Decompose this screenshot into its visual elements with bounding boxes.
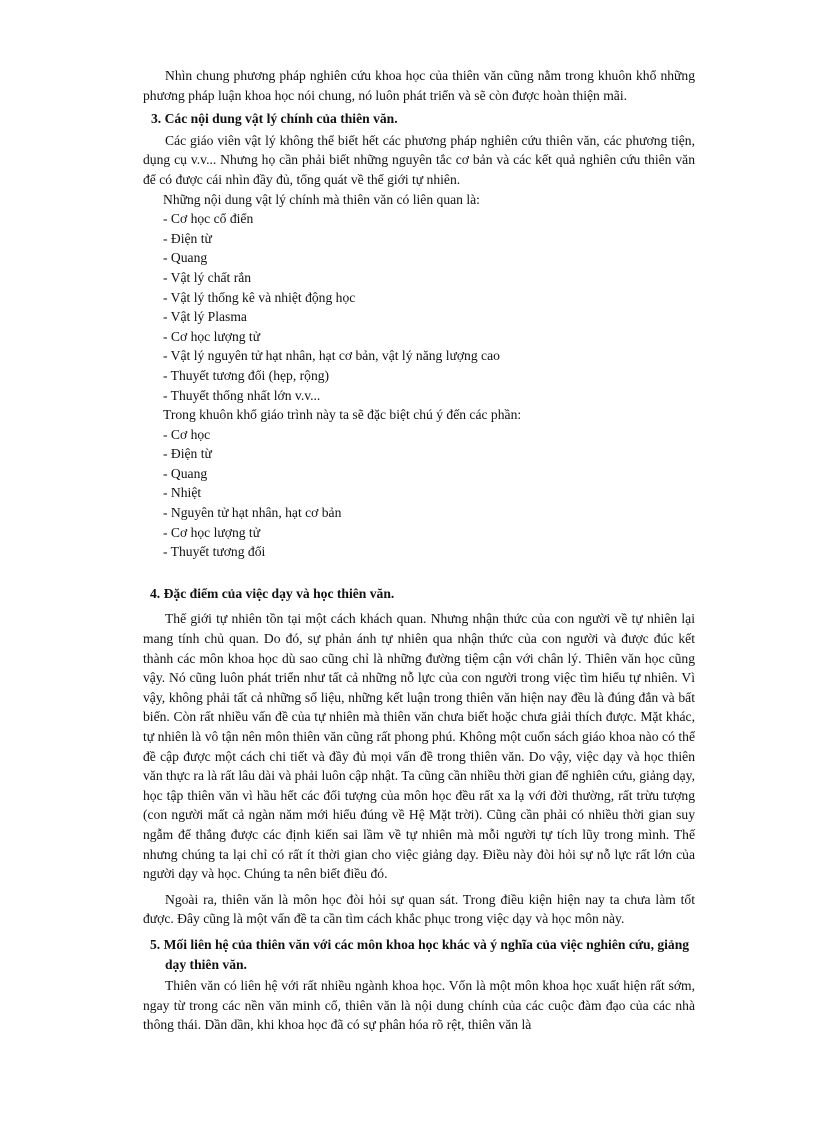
- course-focus-list: [143, 425, 695, 562]
- intro-paragraph: Nhìn chung phương pháp nghiên cứu khoa học của thiên văn cũng nằm trong khuôn khổ những phương pháp luận khoa học nói chung, nó luôn phát triển và sẽ còn được hoàn thiện mãi.: [143, 68, 695, 103]
- list-item: - Nguyên tử hạt nhân, hạt cơ bản: [163, 505, 342, 521]
- document-page: [143, 66, 695, 1035]
- section-3-paragraph: Các giáo viên vật lý không thể biết hết các phương pháp nghiên cứu thiên văn, các phương tiện, dụng cụ v.v... Nhưng họ cần phải biết những nguyên tắc cơ bản và các kết quả nghiên cứu thiên văn để có được cái nhìn đầy đủ, tổng quát về thế giới tự nhiên.: [143, 132, 695, 187]
- list-item: - Nhiệt: [163, 485, 202, 501]
- section-3-heading: 3. Các nội dung vật lý chính của thiên văn.: [151, 111, 398, 127]
- list-item: - Vật lý nguyên tử hạt nhân, hạt cơ bản, vật lý năng lượng cao: [163, 348, 500, 364]
- list-item: - Điện từ: [163, 230, 212, 246]
- list-item: - Cơ học: [163, 426, 211, 442]
- list-item: - Quang: [163, 250, 208, 266]
- list-item: - Cơ học lượng tử: [163, 524, 261, 540]
- section-4-heading: 4. Đặc điểm của việc dạy và học thiên văn.: [150, 585, 395, 601]
- section-3-list2-intro: Trong khuôn khổ giáo trình này ta sẽ đặc biệt chú ý đến các phần:: [163, 407, 522, 423]
- section-5-heading: 5. Mối liên hệ của thiên văn với các môn khoa học khác và ý nghĩa của việc nghiên cứu, giảng dạy thiên văn.: [150, 936, 690, 972]
- section-4-paragraph-1: Thế giới tự nhiên tồn tại một cách khách quan. Nhưng nhận thức của con người về tự nhiên lại mang tính chủ quan. Do đó, sự phản ánh tự nhiên qua nhận thức của con người và được đúc kết thành các môn khoa học dù sao cũng chỉ là những đường tiệm cận với chân lý. Thiên văn học cũng vậy. Nó cũng luôn phát triển như tất cả những nỗ lực của con người trong việc tìm hiểu tự nhiên. Vì vậy, không phải tất cả những số liệu, những kết luận trong thiên văn hiện nay đều là đúng đắn và bất biến. Còn rất nhiều vấn đề của tự nhiên mà thiên văn chưa biết hoặc chưa giải thích được. Mặt khác, tự nhiên là vô tận nên môn thiên văn cũng rất phong phú. Không một cuốn sách giáo khoa nào có thể đề cập được một cách chi tiết và đầy đủ mọi vấn đề trong thiên văn. Do vậy, việc dạy và học thiên văn thực ra là rất lâu dài và phải luôn cập nhật. Ta cũng cần nhiều thời gian để nghiên cứu, giảng dạy, học tập thiên văn vì hầu hết các đối tượng của môn học đều rất xa lạ với đời thường, rất trừu tượng (con người mất cả ngàn năm mới hiểu đúng về Hệ Mặt trời). Cũng cần phải có nhiều thời gian suy ngẫm để thắng được các định kiến sai lầm về tự nhiên mà mỗi người tự tích lũy trong mình. Thế nhưng chúng ta lại chỉ có rất ít thời gian cho việc giảng dạy. Điều này đòi hỏi sự nỗ lực rất lớn của người dạy và học. Chúng ta nên biết điều đó.: [143, 611, 695, 882]
- list-item: - Vật lý chất rắn: [163, 269, 252, 285]
- list-item: - Cơ học cổ điển: [163, 211, 254, 227]
- list-item: - Thuyết tương đối: [163, 544, 266, 560]
- section-4-paragraph-2: Ngoài ra, thiên văn là môn học đòi hỏi sự quan sát. Trong điều kiện hiện nay ta chưa làm tốt được. Đây cũng là một vấn đề ta cần tìm cách khắc phục trong việc dạy và học môn này.: [143, 891, 695, 927]
- list-item: - Quang: [163, 465, 208, 481]
- list-item: - Cơ học lượng tử: [163, 328, 261, 344]
- list-item: - Vật lý Plasma: [163, 309, 247, 325]
- physics-topics-list: [143, 209, 695, 405]
- section-3-list-intro: Những nội dung vật lý chính mà thiên văn có liên quan là:: [163, 191, 480, 207]
- section-5-paragraph: Thiên văn có liên hệ với rất nhiều ngành khoa học. Vốn là một môn khoa học xuất hiện rất sớm, ngay từ trong các nền văn minh cổ, thiên văn là nội dung chính của các cuộc đàm đạo của các nhà thông thái. Dần dần, khi khoa học đã có sự phân hóa rõ rệt, thiên văn là: [143, 978, 695, 1033]
- list-item: - Điện từ: [163, 446, 212, 462]
- list-item: - Vật lý thống kê và nhiệt động học: [163, 289, 356, 305]
- list-item: - Thuyết thống nhất lớn v.v...: [163, 387, 321, 403]
- list-item: - Thuyết tương đối (hẹp, rộng): [163, 367, 330, 383]
